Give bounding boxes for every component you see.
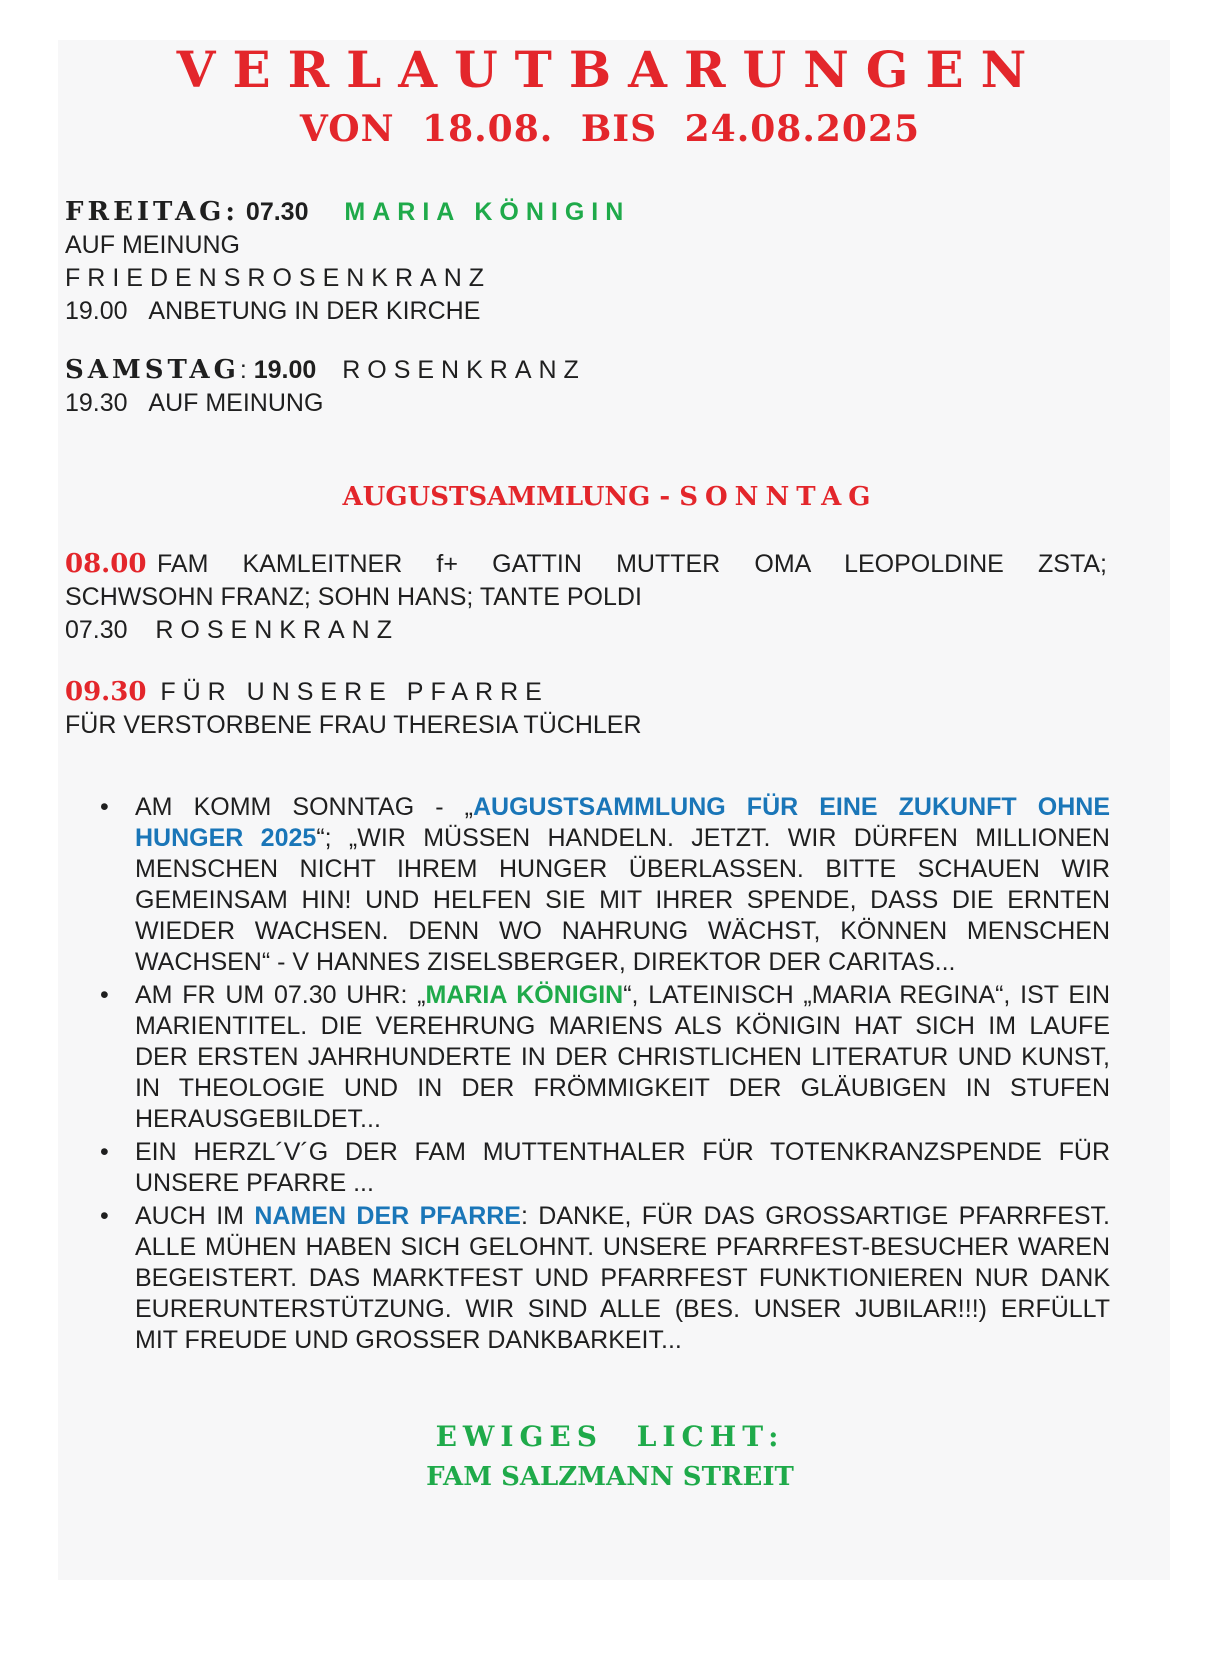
saturday-heading — [65, 354, 586, 387]
mass2-line1 — [65, 676, 642, 709]
eternal-light-donor: FAM SALZMANN STREIT — [426, 1462, 794, 1492]
saturday-day: SAMSTAG — [65, 355, 240, 385]
date-range: VON 18.08. BIS 24.08.2025 — [299, 108, 921, 150]
bullet2-highlight: MARIA KÖNIGIN — [425, 981, 624, 1009]
page-title: VERLAUTBARUNGEN — [176, 40, 1044, 99]
list-item — [100, 980, 1110, 1135]
bullet4-highlight: NAMEN DER PFARRE — [254, 1202, 521, 1230]
bullet-icon: • — [100, 981, 109, 1009]
bullet3-text: EIN HERZL´V´G DER FAM MUTTENTHALER FÜR TOTENKRANZSPENDE FÜR UNSERE PFARRE ... — [135, 1138, 1110, 1197]
bullet4-pre: AUCH IM — [135, 1202, 255, 1230]
bullet-icon: • — [100, 1138, 109, 1166]
saturday-line1 — [65, 387, 586, 420]
list-item — [100, 792, 1110, 978]
friday-line1: AUF MEINUNG — [65, 231, 240, 259]
mass1-line1 — [65, 548, 1107, 581]
mass1-time: 08.00 — [65, 549, 147, 579]
bullet4-post: : DANKE, FÜR DAS GROSSARTIGE PFARRFEST. ALLE MÜHEN HABEN SICH GELOHNT. UNSERE PFARRFEST-BESUCHER WAREN BEGEISTERT. DAS MARKTFEST UND PFARRFEST FUNKTIONIEREN NUR DANK EURERUNTERSTÜTZUNG. WIR SIND ALLE (BES. UNSER JUBILAR!!!) ERFÜLLT MIT FREUDE UND GROSSER DANKBARKEIT... — [135, 1202, 1110, 1354]
mass2-time: 09.30 — [65, 677, 147, 707]
bullet1-pre: AM KOMM SONNTAG - „ — [135, 793, 473, 821]
mass2-text: FÜR UNSERE PFARRE — [160, 678, 549, 706]
friday-colon: : — [225, 197, 239, 227]
bullet1-post: “; „WIR MÜSSEN HANDELN. JETZT. WIR DÜRFEN MILLIONEN MENSCHEN NICHT IHREM HUNGER ÜBERLASSEN. BITTE SCHAUEN WIR GEMEINSAM HIN! UND HELFEN SIE MIT IHRER SPENDE, DASS DIE ERNTEN WIEDER WACHSEN. DENN WO NAHRUNG WÄCHST, KÖNNEN MENSCHEN WACHSEN“ - V HANNES ZISELSBERGER, DIREKTOR DER CARITAS... — [135, 824, 1110, 976]
friday-line3 — [65, 295, 630, 328]
saturday-colon: : — [239, 356, 247, 384]
mass-0800 — [65, 548, 1107, 647]
announcement-list — [100, 792, 1110, 1358]
friday-heading — [65, 196, 630, 229]
mass-0930 — [65, 676, 642, 742]
friday-section — [65, 196, 630, 328]
friday-line3-time: 19.00 — [65, 297, 128, 325]
bullet1-highlight: AUGUSTSAMMLUNG FÜR EINE ZUKUNFT OHNE HUNGER 2025 — [135, 793, 1110, 852]
list-item — [100, 1137, 1110, 1199]
bullet-icon: • — [100, 1202, 109, 1230]
sunday-heading — [0, 482, 1220, 512]
sunday-heading-a: AUGUSTSAMMLUNG - — [342, 482, 680, 512]
bullet-icon: • — [100, 793, 109, 821]
sunday-heading-b: SONNTAG — [679, 482, 878, 512]
mass1-line3-time: 07.30 — [65, 616, 128, 644]
friday-time: 07.30 — [245, 198, 309, 226]
bullet2-pre: AM FR UM 07.30 UHR: „ — [135, 981, 426, 1009]
friday-feast: MARIA KÖNIGIN — [344, 198, 631, 226]
saturday-section — [65, 354, 586, 420]
mass1-line2: SCHWSOHN FRANZ; SOHN HANS; TANTE POLDI — [65, 583, 642, 611]
saturday-line1-text: AUF MEINUNG — [148, 389, 324, 417]
mass1-line3 — [65, 614, 1107, 647]
mass1-line3-text: ROSENKRANZ — [155, 616, 399, 644]
list-item — [100, 1201, 1110, 1356]
mass1-text: FAM KAMLEITNER f+ GATTIN MUTTER OMA LEOPOLDINE ZSTA; — [157, 550, 1107, 578]
saturday-time: 19.00 — [253, 356, 317, 384]
saturday-event: ROSENKRANZ — [342, 356, 586, 384]
bullet2-post: “, LATEINISCH „MARIA REGINA“, IST EIN MARIENTITEL. DIE VEREHRUNG MARIENS ALS KÖNIGIN HAT SICH IM LAUFE DER ERSTEN JAHRHUNDERTE IN DER CHRISTLICHEN LITERATUR UND KUNST, IN THEOLOGIE UND IN DER FRÖMMIGKEIT DER GLÄUBIGEN IN STUFEN HERAUSGEBILDET... — [135, 981, 1110, 1133]
friday-line3-text: ANBETUNG IN DER KIRCHE — [148, 297, 481, 325]
eternal-light-label: EWIGES LICHT: — [435, 1420, 785, 1453]
friday-line2: FRIEDENSROSENKRANZ — [65, 264, 492, 292]
saturday-line1-time: 19.30 — [65, 389, 128, 417]
friday-day: FREITAG — [65, 197, 226, 227]
mass2-line2: FÜR VERSTORBENE FRAU THERESIA TÜCHLER — [65, 711, 642, 739]
